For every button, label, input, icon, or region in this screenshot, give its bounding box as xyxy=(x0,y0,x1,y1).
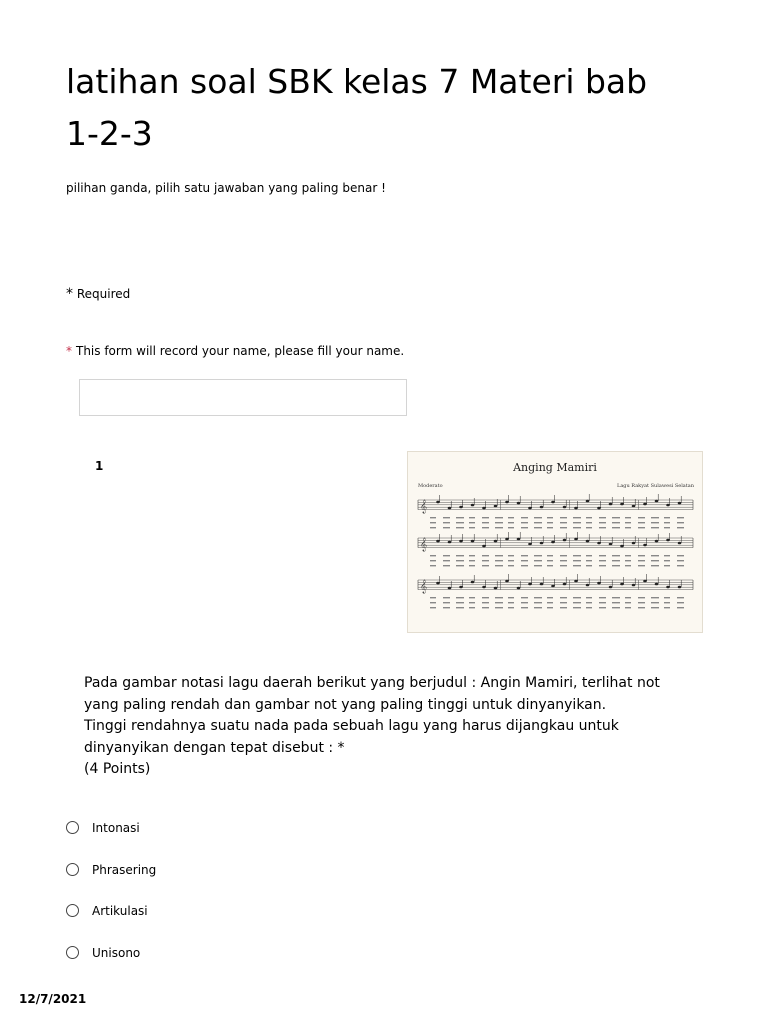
music-note xyxy=(482,507,486,510)
music-note xyxy=(459,586,463,589)
music-note xyxy=(551,541,555,544)
music-note xyxy=(471,540,475,543)
name-input[interactable] xyxy=(79,379,407,416)
music-staves xyxy=(418,494,693,608)
music-note xyxy=(448,541,452,544)
music-note xyxy=(574,580,578,583)
option-label: Phrasering xyxy=(92,862,157,877)
music-note xyxy=(494,540,498,543)
music-note xyxy=(655,583,659,586)
sheet-music-tempo: Moderato xyxy=(418,483,443,489)
staff xyxy=(418,494,693,528)
music-note xyxy=(471,504,475,507)
name-field-label xyxy=(66,343,404,359)
radio-button[interactable] xyxy=(66,821,79,834)
music-note xyxy=(655,540,659,543)
sheet-music-title: Anging Mamiri xyxy=(513,461,597,474)
form-title: latihan soal SBK kelas 7 Materi bab 1-2-3 xyxy=(66,62,648,153)
music-note xyxy=(574,507,578,510)
music-note xyxy=(574,538,578,541)
name-required-star: * xyxy=(66,344,72,358)
music-note xyxy=(563,583,567,586)
required-text: Required xyxy=(76,287,131,301)
music-note xyxy=(436,582,440,585)
option-artikulasi[interactable] xyxy=(66,901,466,943)
music-note xyxy=(540,542,544,545)
music-note xyxy=(528,583,532,586)
option-label: Intonasi xyxy=(92,821,140,835)
music-note xyxy=(666,504,670,507)
radio-button[interactable] xyxy=(66,863,79,876)
print-date: 12/7/2021 xyxy=(19,992,87,1006)
question-line-2: yang paling rendah dan gambar not yang paling tinggi untuk dinyanyikan. xyxy=(84,696,607,713)
question-line-3: Tinggi rendahnya suatu nada pada sebuah lagu yang harus dijangkau untuk xyxy=(84,718,619,734)
music-note xyxy=(551,585,555,588)
radio-button[interactable] xyxy=(66,904,79,917)
option-label: Unisono xyxy=(92,945,141,960)
music-note xyxy=(528,507,532,510)
music-note xyxy=(620,503,624,506)
music-note xyxy=(459,540,463,543)
sheet-music-image xyxy=(407,451,703,633)
music-note xyxy=(597,542,601,545)
option-intonasi[interactable] xyxy=(66,818,466,860)
music-note xyxy=(632,505,636,508)
radio-button[interactable] xyxy=(66,946,79,959)
music-note xyxy=(632,584,636,587)
music-note xyxy=(609,586,613,589)
music-note xyxy=(494,505,498,508)
music-note xyxy=(436,540,440,543)
music-note xyxy=(678,542,682,545)
music-note xyxy=(482,586,486,589)
treble-clef-icon: 𝄞 xyxy=(420,579,428,593)
music-note xyxy=(597,582,601,585)
music-note xyxy=(505,580,509,583)
required-note xyxy=(66,286,130,302)
music-note xyxy=(678,586,682,589)
music-note xyxy=(505,501,509,504)
music-note xyxy=(528,543,532,546)
music-note xyxy=(597,507,601,510)
music-note xyxy=(586,584,590,587)
treble-clef-icon: 𝄞 xyxy=(420,537,428,551)
option-unisono[interactable] xyxy=(66,943,466,985)
answer-options xyxy=(66,818,466,984)
music-note xyxy=(540,506,544,509)
option-phrasering[interactable] xyxy=(66,860,466,902)
music-note xyxy=(620,545,624,548)
music-note xyxy=(540,583,544,586)
sheet-music-source: Lagu Rakyat Sulawesi Selatan xyxy=(617,483,694,489)
name-prompt: This form will record your name, please fill your name. xyxy=(76,344,405,358)
form-subtitle: pilihan ganda, pilih satu jawaban yang paling benar ! xyxy=(66,181,386,195)
music-note xyxy=(448,587,452,590)
music-note xyxy=(666,539,670,542)
music-note xyxy=(436,501,440,504)
music-note xyxy=(494,587,498,590)
music-note xyxy=(586,500,590,503)
required-star: * xyxy=(66,286,73,302)
music-note xyxy=(563,539,567,542)
staff xyxy=(418,532,693,566)
question-number: 1 xyxy=(95,459,104,473)
music-note xyxy=(655,500,659,503)
music-note xyxy=(448,507,452,510)
music-note xyxy=(517,538,521,541)
question-line-1: Pada gambar notasi lagu daerah berikut yang berjudul : Angin Mamiri, terlihat not xyxy=(84,675,660,691)
music-note xyxy=(517,502,521,505)
music-note xyxy=(643,544,647,547)
music-note xyxy=(643,503,647,506)
music-note xyxy=(678,502,682,505)
music-note xyxy=(517,587,521,590)
music-note xyxy=(459,506,463,509)
music-note xyxy=(666,586,670,589)
question-text xyxy=(84,673,684,781)
music-note xyxy=(482,545,486,548)
music-note xyxy=(632,542,636,545)
music-note xyxy=(471,581,475,584)
music-note xyxy=(620,583,624,586)
music-note xyxy=(505,538,509,541)
treble-clef-icon: 𝄞 xyxy=(420,499,428,513)
staff xyxy=(418,574,693,608)
music-note xyxy=(643,580,647,583)
question-line-4: dinyanyikan dengan tepat disebut : * xyxy=(84,739,345,756)
music-note xyxy=(551,501,555,504)
music-note xyxy=(609,543,613,546)
question-points: (4 Points) xyxy=(84,761,151,777)
music-note xyxy=(609,503,613,506)
music-note xyxy=(586,540,590,543)
option-label: Artikulasi xyxy=(92,904,148,918)
music-note xyxy=(563,506,567,509)
